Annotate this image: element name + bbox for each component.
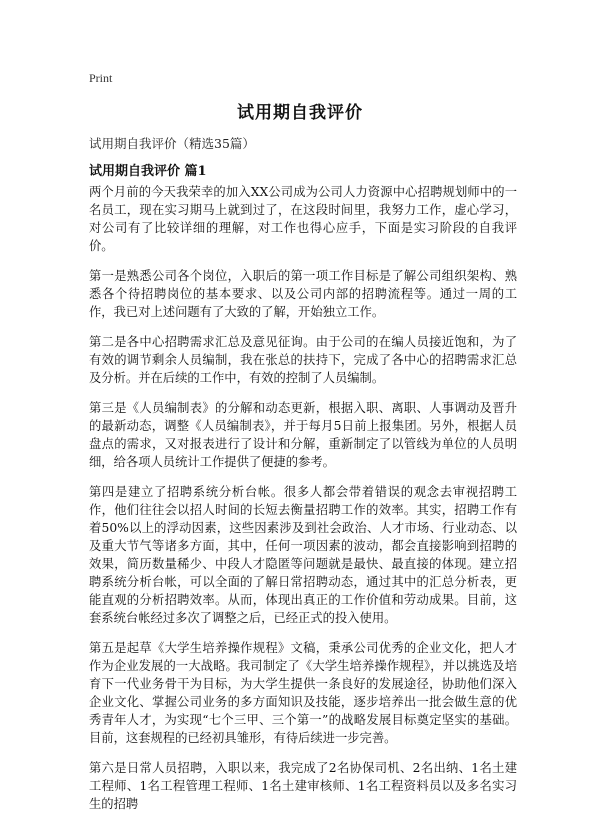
paragraph-5: 第四是建立了招聘系统分析台帐。很多人都会带着错误的观念去审视招聘工作，他们往往会以招人时间的长短去衡量招聘工作的效率。其实，招聘工作有着50%以上的浮动因素，这些因素涉及到社会政治、人才市场、行业动态、以及重大节气等诸多方面，其中，任何一项因素的波动，都会直接影响到招聘的效果，简历数量稀少、中段人才隐匿等问题就是最快、最直接的体现。建立招聘系统分析台帐，可以全面的了解日常招聘动态，通过其中的汇总分析表，更能直观的分析招聘效率。从而，体现出真正的工作价值和劳动成果。目前，这套系统台帐经过多次了调整之后，已经正式的投入使用。: [89, 485, 517, 625]
section-heading: 试用期自我评价 篇1: [89, 164, 207, 179]
paragraph-4: 第三是《人员编制表》的分解和动态更新，根据入职、离职、人事调动及晋升的最新动态，调整《人员编制表》，并于每月5日前上报集团。另外，根据人员盘点的需求，又对报表进行了设计和分解，重新制定了以管线为单位的人员明细，给各项人员统计工作提供了便捷的参考。: [89, 401, 517, 469]
document-body: [89, 183, 517, 825]
paragraph-7: 第六是日常人员招聘，入职以来，我完成了2名协保司机、2名出纳、1名土建工程师、1名工程管理工程师、1名土建审核师、1名工程资料员以及多名实习生的招聘: [89, 761, 517, 811]
document-title: 试用期自我评价: [237, 103, 363, 123]
paragraph-1: 两个月前的今天我荣幸的加入XX公司成为公司人力资源中心招聘规划师中的一名员工，现在实习期马上就到过了，在这段时间里，我努力工作，虚心学习，对公司有了比较详细的理解，对工作也得心应手，下面是实习阶段的自我评价。: [89, 185, 517, 253]
paragraph-2: 第一是熟悉公司各个岗位，入职后的第一项工作目标是了解公司组织架构、熟悉各个待招聘岗位的基本要求、以及公司内部的招聘流程等。通过一周的工作，我已对上述问题有了大致的了解，开始独立工作。: [89, 269, 517, 319]
document-subtitle: 试用期自我评价（精选35篇）: [89, 136, 255, 151]
paragraph-6: 第五是起草《大学生培养操作规程》文稿，秉承公司优秀的企业文化，把人才作为企业发展的一大战略。我司制定了《大学生培养操作规程》，并以挑选及培育下一代业务骨干为目标，为大学生提供一条良好的发展途径，协助他们深入企业文化、掌握公司业务的多方面知识及技能，逐步培养出一批会做生意的优秀青年人才，为实现“七个三甲、三个第一”的战略发展目标奠定坚实的基础。目前，这套规程的已经初具雏形，有待后续进一步完善。: [89, 641, 517, 745]
paragraph-3: 第二是各中心招聘需求汇总及意见征询。由于公司的在编人员接近饱和，为了有效的调节剩余人员编制，我在张总的扶持下，完成了各中心的招聘需求汇总及分析。并在后续的工作中，有效的控制了人员编制。: [89, 335, 517, 385]
print-label[interactable]: Print: [89, 71, 113, 85]
